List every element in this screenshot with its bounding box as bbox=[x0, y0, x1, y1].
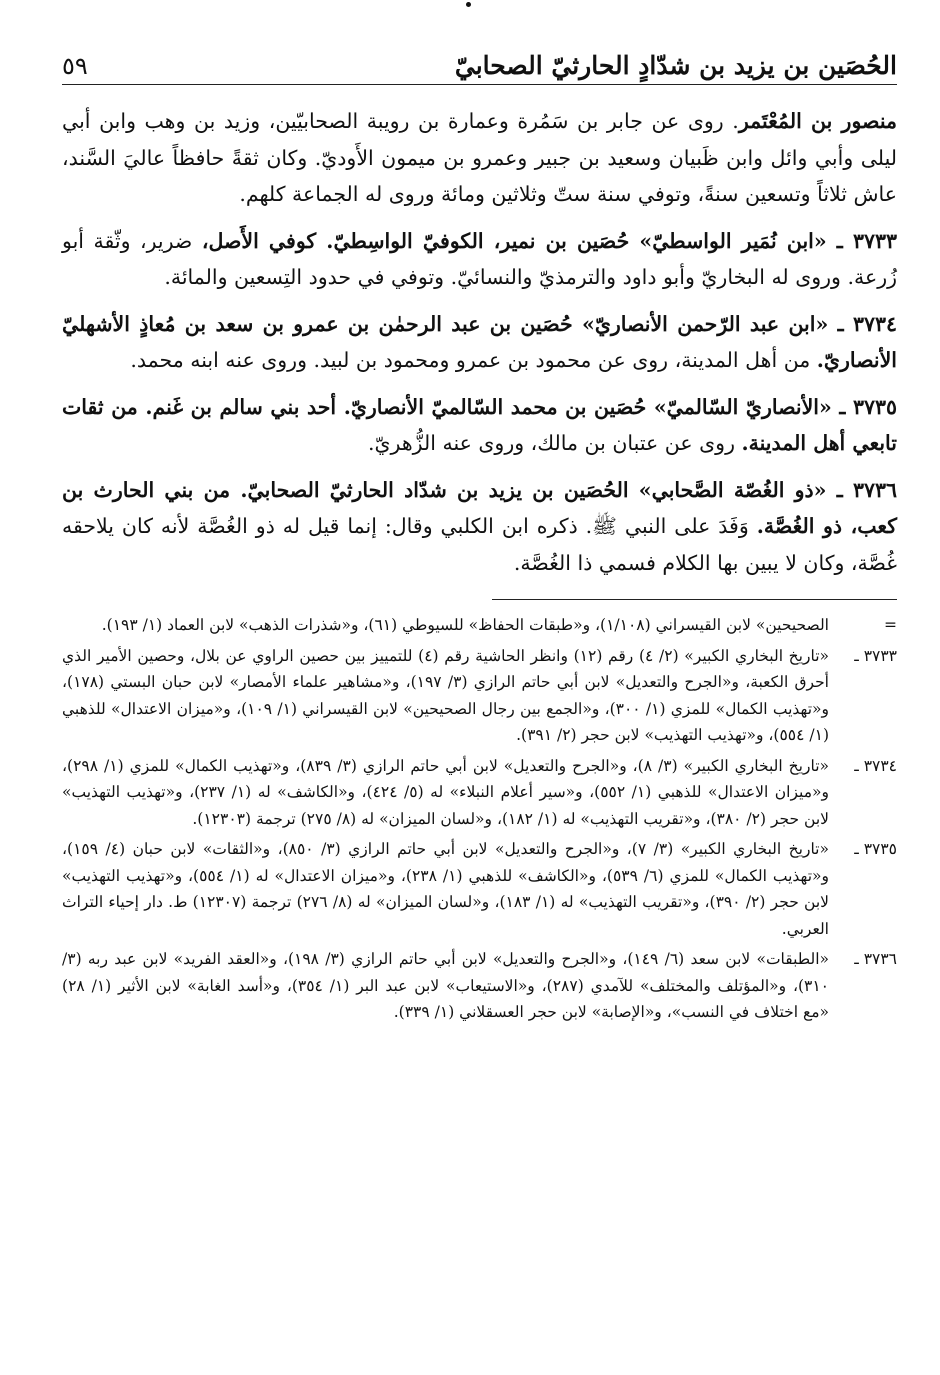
entry-heading: ٣٧٣٤ ـ «ابن عبد الرّحمن الأنصاريّ» حُصَين بن عبد الرحمٰن بن عمرو بن سعد بن مُعاذٍ الأشهليّ الأنصاريّ. bbox=[62, 311, 897, 372]
footnote-text: «الطبقات» لابن سعد (٦/ ١٤٩)، و«الجرح والتعديل» لابن أبي حاتم الرازي (٣/ ١٩٨)، و«العقد الفريد» لابن عبد ربه (٣/ ٣١٠)، و«المؤتلف والمختلف» للآمدي (٢٨٧)، و«الاستيعاب» لابن عبد البر (١/ ٣٥٤)، و«أسد الغابة» لابن الأثير (١/ ٢٨) «مع اختلاف في النسب»، و«الإصابة» لابن حجر العسقلاني (١/ ٣٣٩). bbox=[62, 950, 830, 1021]
entry-3736 bbox=[62, 472, 897, 582]
footnote bbox=[62, 753, 897, 833]
page-header bbox=[62, 30, 897, 85]
entry-text: وَفَدَ على النبي ﷺ. ذكره ابن الكلبي وقال: إنما قيل له ذو الغُصَّة لأنه كان يلاحقه غُصَّة، وكان لا يبين بها الكلام فسمي ذا الغُصَّة. bbox=[62, 514, 897, 575]
paragraph-text: . روى عن جابر بن سَمُرة وعمارة بن رويبة الصحابيّين، وزيد بن وهب وابن أبي ليلى وأبي وائل وابن ظَبيان وسعيد بن جبير وعمرو بن ميمون الأَوديّ. وكان ثقةً حافظاً عاليَ السَّند، عاش ثلاثاً وتسعين سنةً، وتوفي سنة ستّ وثلاثين ومائة وروى له الجماعة كلهم. bbox=[62, 109, 897, 206]
footnote-number: ٣٧٣٥ ـ bbox=[854, 840, 897, 858]
footnote bbox=[62, 836, 897, 942]
entry-heading: ٣٧٣٦ ـ «ذو الغُصّة الصَّحابي» الحُصَين بن يزيد بن شدّاد الحارثيّ الصحابيّ. من بني الحارث بن كعب، ذو الغُصَّة. bbox=[62, 477, 897, 538]
footnote-text: «تاريخ البخاري الكبير» (٣/ ٧)، و«الجرح والتعديل» لابن أبي حاتم الرازي (٣/ ٨٥٠)، و«الثقات» لابن حبان (٤/ ١٥٩)، و«تهذيب الكمال» للمزي (٦/ ٥٣٩)، و«الكاشف» للذهبي (١/ ٢٣٨)، و«ميزان الاعتدال» له (١/ ٥٥٤)، و«تهذيب التهذيب» لابن حجر (٢/ ٣٩٠)، و«تقريب التهذيب» له (١/ ١٨٣)، و«لسان الميزان» له (٨/ ٢٧٦) ترجمة (١٢٣٠٧) ط. دار إحياء التراث العربي. bbox=[62, 840, 829, 938]
entry-text: من أهل المدينة، روى عن محمود بن عمرو ومحمود بن لبيد. وروى عنه ابنه محمد. bbox=[130, 348, 817, 372]
footnote-text: الصحيحين» لابن القيسراني (١/١٠٨)، و«طبقات الحفاظ» للسيوطي (٦١)، و«شذرات الذهب» لابن العماد (١/ ١٩٣). bbox=[101, 616, 829, 634]
main-text bbox=[62, 103, 897, 581]
entry-heading: ٣٧٣٣ ـ «ابن نُمَير الواسطيّ» حُصَين بن نمير، الكوفيّ الواسِطيّ. كوفي الأَصل، bbox=[201, 228, 897, 253]
footnote-number: ٣٧٣٤ ـ bbox=[854, 756, 897, 775]
footnote-number: = bbox=[884, 616, 897, 634]
book-page bbox=[62, 30, 897, 1030]
entry-3734 bbox=[62, 306, 897, 379]
footnotes bbox=[62, 612, 897, 1026]
footnote bbox=[62, 612, 897, 639]
entry-heading: ٣٧٣٥ ـ «الأنصاريّ السّالميّ» حُصَين بن محمد السّالميّ الأنصاريّ. أحد بني سالم بن غَنم. من ثقات تابعي أهل المدينة. bbox=[62, 394, 897, 455]
page-mark-dot bbox=[466, 2, 471, 7]
entry-text: ضرير، وثّقة أبو زُرعة. وروى له البخاريّ وأبو داود والترمذيّ والنسائيّ. وتوفي في حدود التِسعين والمائة. bbox=[62, 228, 897, 289]
footnote bbox=[62, 946, 897, 1026]
footnote-separator bbox=[492, 599, 897, 600]
footnote-number: ٣٧٣٣ ـ bbox=[854, 646, 897, 665]
footnote-text: «تاريخ البخاري الكبير» (٣/ ٨)، و«الجرح والتعديل» لابن أبي حاتم الرازي (٣/ ٨٣٩)، و«تهذيب الكمال» للمزي (١/ ٢٩٨)، و«ميزان الاعتدال» للذهبي (١/ ٥٥٢)، و«سير أعلام النبلاء» له (٥/ ٤٢٤)، و«الكاشف» له (١/ ٢٣٧)، و«تهذيب التهذيب» لابن حجر (٢/ ٣٨٠)، و«تقريب التهذيب» له (١/ ١٨٢)، و«لسان الميزان» له (٨/ ٢٧٥) ترجمة (١٢٣٠٣). bbox=[62, 756, 829, 828]
footnote-number: ٣٧٣٦ ـ bbox=[854, 950, 897, 968]
running-title: الحُصَين بن يزيد بن شدّادٍ الحارثيّ الصحابيّ bbox=[454, 51, 897, 80]
footnote bbox=[62, 643, 897, 749]
entry-text: روى عن عتبان بن مالك، وروى عنه الزُّهريّ. bbox=[368, 431, 742, 455]
paragraph-continuation bbox=[62, 103, 897, 213]
entry-3733 bbox=[62, 223, 897, 296]
narrator-name: منصور بن المُعْتَمر bbox=[738, 109, 897, 133]
entry-3735 bbox=[62, 389, 897, 462]
footnote-text: «تاريخ البخاري الكبير» (٢/ ٤) رقم (١٢) وانظر الحاشية رقم (٤) للتمييز بين حصين الراوي عن بلال، وحصين الأمير الذي أحرق الكعبة، و«الجرح والتعديل» لابن أبي حاتم الرازي (٣/ ١٩٧)، و«مشاهير علماء الأمصار» لابن حبان البستي (١٧٨)، و«تهذيب الكمال» للمزي (١/ ٣٠٠)، و«الجمع بين رجال الصحيحين» لابن القيسراني (١/ ١٠٩)، و«ميزان الاعتدال» للذهبي (١/ ٥٥٤)، و«تهذيب التهذيب» لابن حجر (٢/ ٣٩١). bbox=[62, 646, 830, 744]
page-number: ٥٩ bbox=[62, 52, 88, 80]
